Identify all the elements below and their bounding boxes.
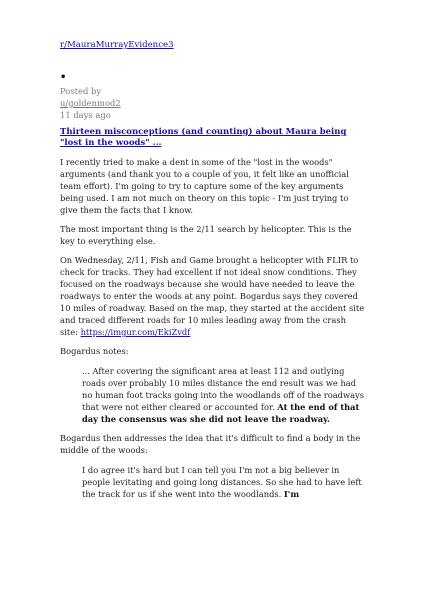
blockquote-1 bbox=[82, 365, 366, 425]
quote-2-text: I do agree it's hard but I can tell you I'm not a big believer in people levitating and going long distances. So she had to have left the track for us if she went into the woodlands. bbox=[82, 465, 362, 499]
post-title-link[interactable]: Thirteen misconceptions (and counting) about Maura being "lost in the woods" ... bbox=[60, 127, 347, 148]
paragraph-search-details bbox=[60, 254, 366, 338]
author-link[interactable]: u/goldenmod2 bbox=[60, 98, 121, 108]
quote-1-text: ... After covering the significant area at least 112 and outlying roads over probably 10 miles distance the end result was we had no human foot tracks going into the woodlands off of the roadways that were not either cleared or accounted for. bbox=[82, 366, 364, 412]
quote-2-bold: I'm bbox=[283, 489, 300, 499]
post-meta bbox=[60, 85, 366, 121]
search-details-text: On Wednesday, 2/11, Fish and Game brought a helicopter with FLIR to check for tracks. They had excellent if not ideal snow conditions. They focused on the roadways because she would have needed to leave the roadways to enter the woods at any point. Bogardus says they covered 10 miles of roadway. Based on the map, they started at the accident site and traced different roads for 10 miles leading away from the crash site: bbox=[60, 255, 365, 337]
blockquote-2 bbox=[82, 464, 366, 500]
bullet-separator: • bbox=[60, 72, 67, 83]
paragraph-intro: I recently tried to make a dent in some of the "lost in the woods" arguments (and thank you to a couple of you, it felt like an unofficial team effort). I'm going to try to capture some of the key arguments being used. I am not much on theory on this topic - I'm just trying to give them the facts that I know. bbox=[60, 157, 349, 215]
subreddit-link[interactable]: r/MauraMurrayEvidence3 bbox=[60, 40, 174, 50]
quote-1-bold: At the end of that day the consensus was she did not leave the roadway. bbox=[82, 402, 360, 424]
paragraph-body-search: Bogardus then addresses the idea that it's difficult to find a body in the middle of the woods: bbox=[60, 433, 361, 455]
posted-by-label: Posted by bbox=[60, 86, 102, 96]
paragraph-helicopter: The most important thing is the 2/11 search by helicopter. This is the key to everything else. bbox=[60, 224, 352, 246]
post-age: 11 days ago bbox=[60, 110, 111, 120]
paragraph-bogardus-notes: Bogardus notes: bbox=[60, 346, 129, 356]
imgur-link[interactable]: https://imgur.com/EkiZvdf bbox=[80, 327, 191, 337]
